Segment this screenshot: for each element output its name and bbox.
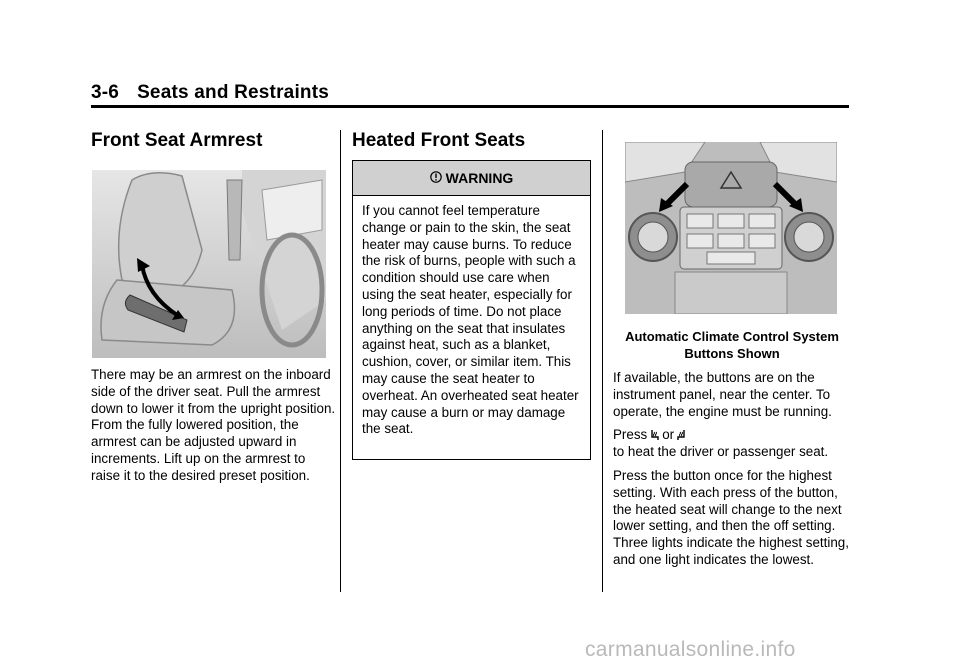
right-column-text: [613, 370, 851, 576]
press-prefix: Press: [613, 427, 648, 443]
heated-seats-heading: Heated Front Seats: [352, 130, 526, 151]
settings-paragraph: Press the button once for the highest setting. With each press of the button, the heated seat will change to the next lower setting, and then the off setting. Three lights indicate the highest setting, and one light indicates the lowest.: [613, 467, 849, 567]
page-number: 3-6: [91, 82, 120, 103]
armrest-heading: Front Seat Armrest: [91, 130, 263, 151]
warning-header: [353, 161, 590, 196]
warning-icon: [430, 170, 442, 187]
header-rule: [91, 105, 849, 108]
passenger-heated-seat-icon: [676, 429, 687, 442]
section-title: Seats and Restraints: [137, 82, 330, 103]
press-suffix: to heat the driver or passenger seat.: [613, 444, 829, 460]
climate-control-illustration: [625, 142, 837, 314]
warning-label: WARNING: [445, 170, 514, 186]
column-divider-left: [340, 130, 341, 592]
driver-heated-seat-icon: [649, 429, 660, 442]
warning-body-text: If you cannot feel temperature change or pain to the skin, the seat heater may cause burns. To reduce the risk of burns, people with such a condition should use care when using the seat heater, especially for long periods of time. Do not place anything on the seat that insulates against heat, such as a blanket, cushion, cover, or similar item. This may cause the seat heater to overheat. An overheated seat heater may cause a burn or may damage the seat.: [362, 203, 579, 437]
availability-paragraph: If available, the buttons are on the instrument panel, near the center. To operate, the engine must be running.: [613, 370, 832, 419]
figure-caption: Automatic Climate Control System Buttons Shown: [625, 329, 839, 361]
press-instruction: [613, 427, 851, 461]
watermark: carmanualsonline.info: [585, 638, 796, 661]
page-header: [91, 82, 329, 104]
warning-box: [352, 160, 591, 460]
armrest-illustration: [92, 170, 326, 358]
column-divider-right: [602, 130, 603, 592]
press-or: or: [662, 427, 675, 443]
armrest-body-text: There may be an armrest on the inboard side of the driver seat. Pull the armrest down to lower it from the upright position. From the fully lowered position, the armrest can be adjusted upward in increments. Lift up on the armrest to raise it to the desired preset position.: [91, 367, 336, 483]
